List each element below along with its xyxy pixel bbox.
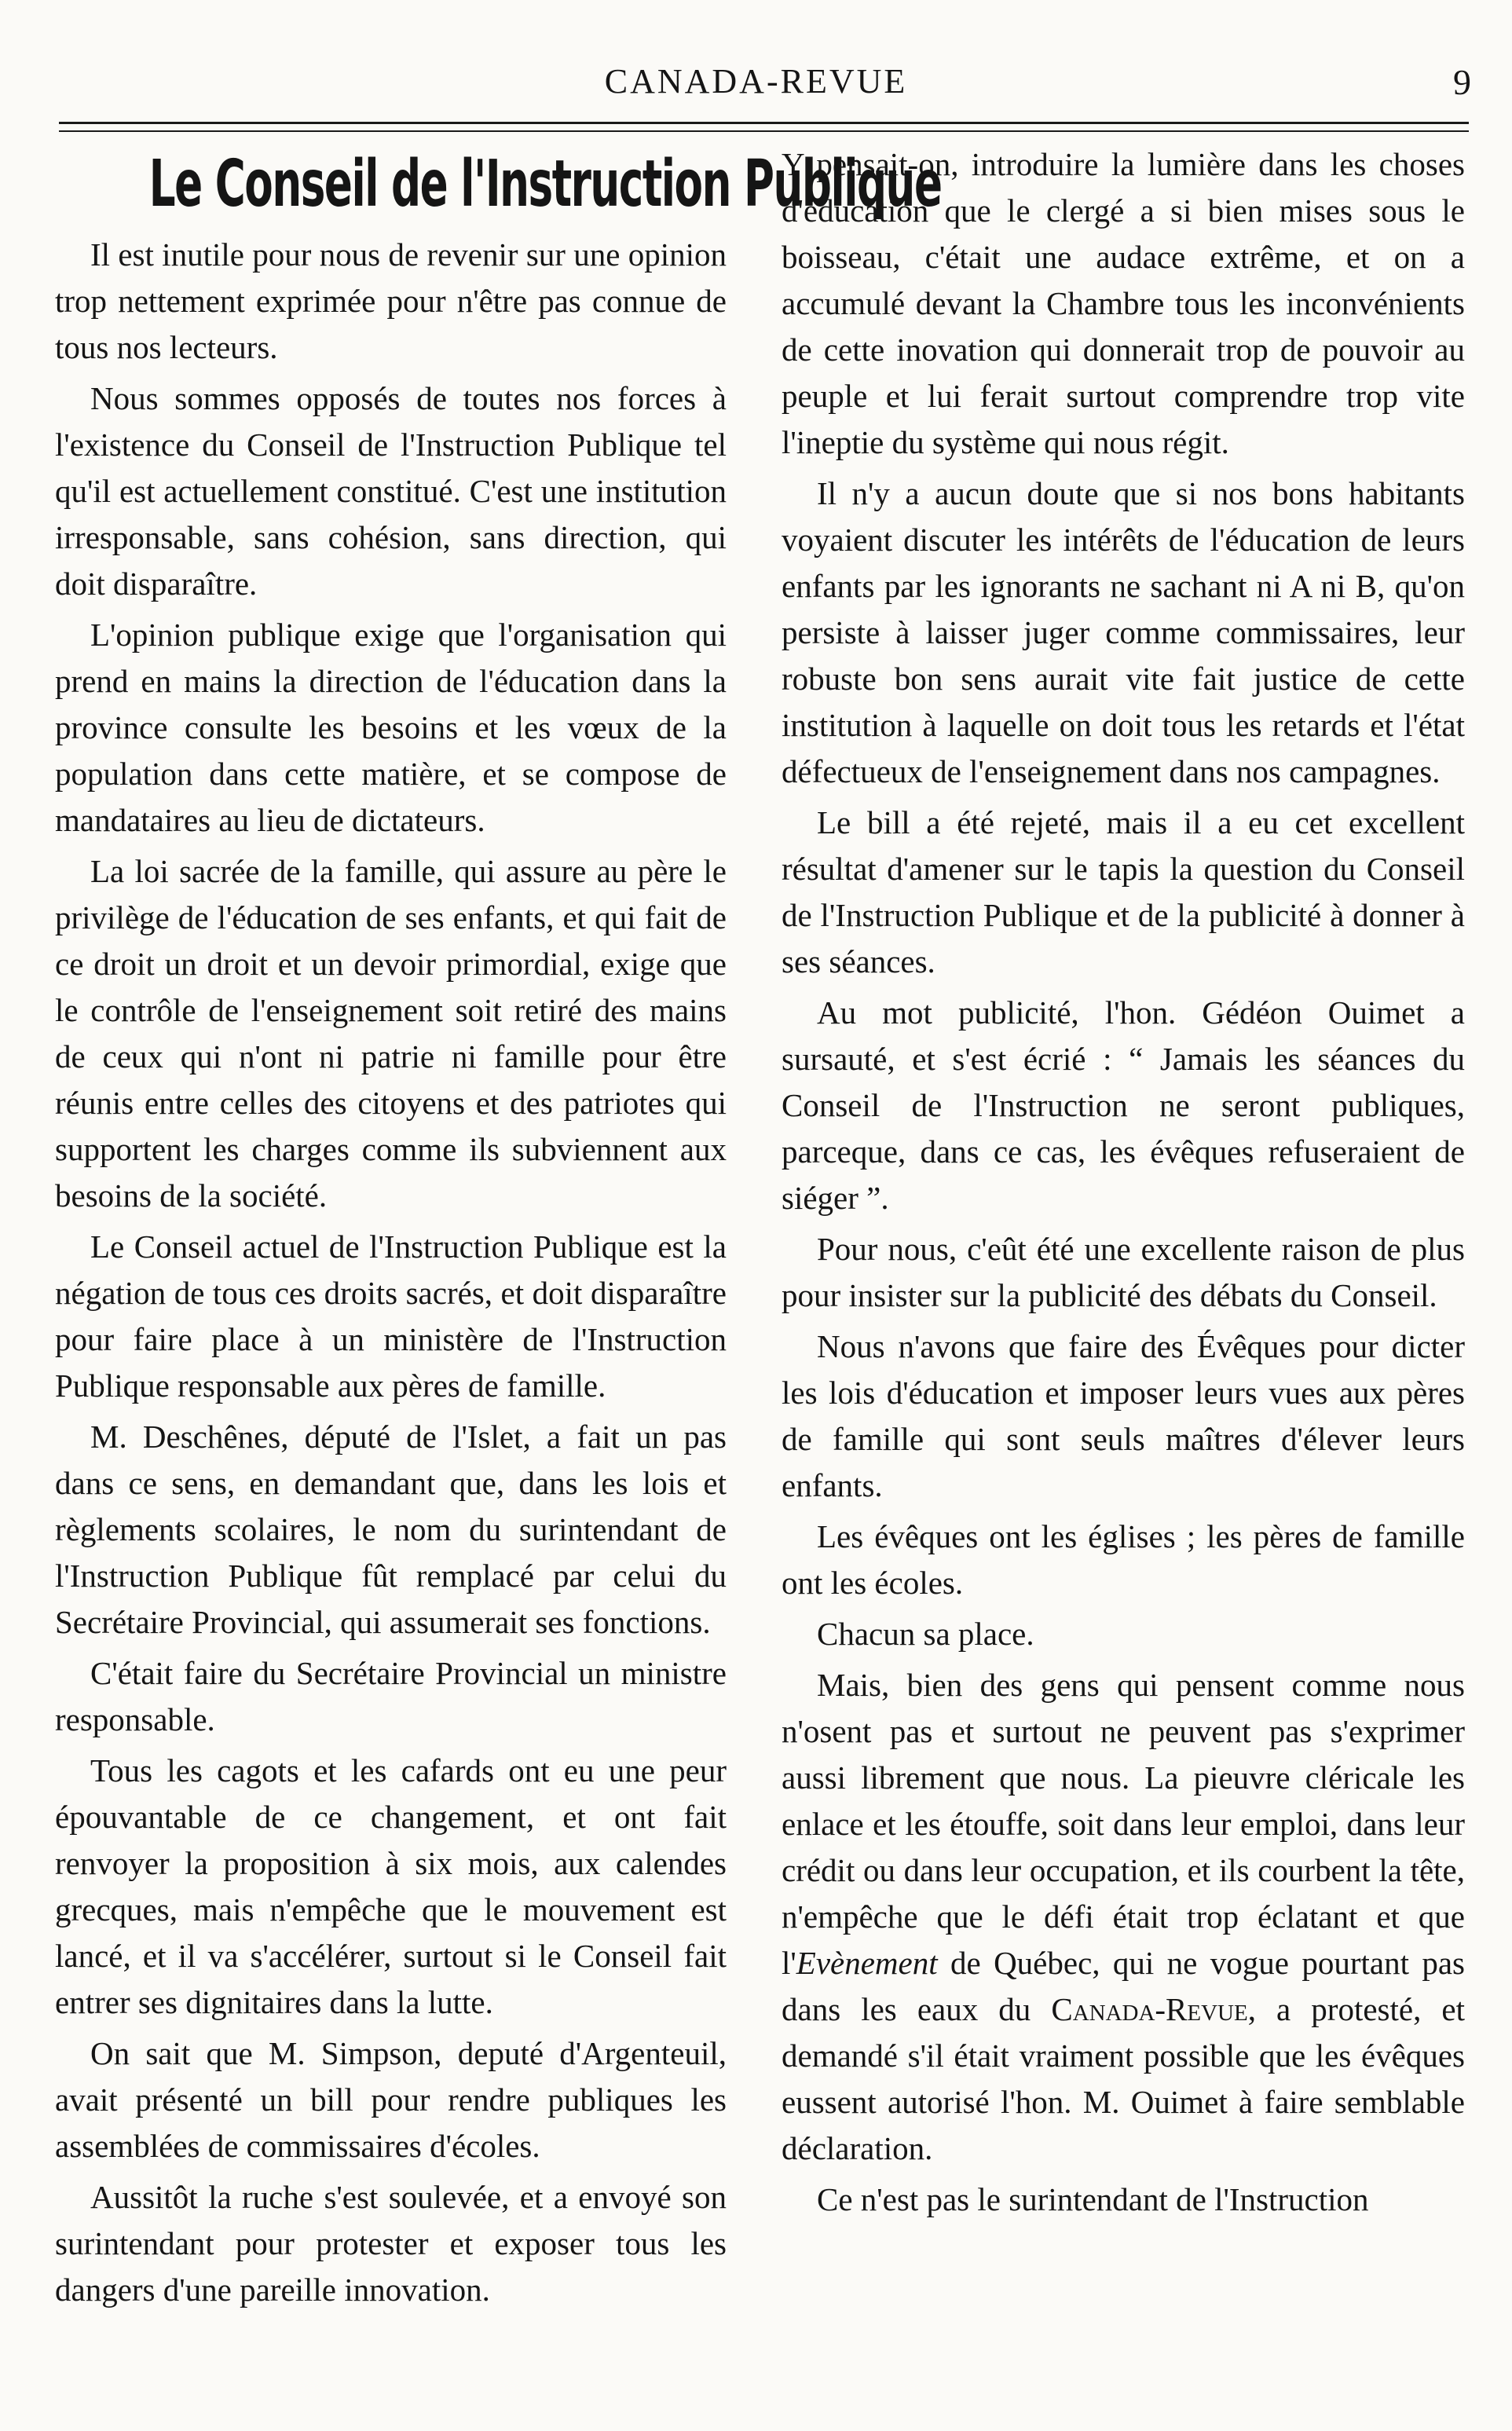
page-number: 9 (1453, 62, 1471, 102)
paragraph-text: Mais, bien des gens qui pensent comme nous n'osent pas et surtout ne peuvent pas s'exprimer aussi librement que nous. La pieuvre cléricale les enlace et les étouffe, soit dans leur emploi, dans leur crédit ou dans leur occupation, et ils courbent la tête, n'empêche que le défi était trop éclatant et que l' (782, 1667, 1465, 1981)
paragraph: Aussitôt la ruche s'est soulevée, et a envoyé son surintendant pour protester et exposer tous les dangers d'une pareille innovation. (55, 2179, 727, 2308)
paragraph: Chacun sa place. (817, 1616, 1034, 1652)
newspaper-name: Evènement (796, 1945, 938, 1981)
paragraph: Les évêques ont les églises ; les pères de famille ont les écoles. (782, 1518, 1465, 1601)
header-rule-thin (59, 130, 1469, 132)
paragraph: Il n'y a aucun doute que si nos bons habitants voyaient discuter les intérêts de l'éducation de leurs enfants par les ignorants ne sachant ni A ni B, qu'on persiste à laisser juger comme commissaires, leur robuste bon sens aurait vite fait justice de cette institution à laquelle on doit tous les retards et l'état défectueux de l'enseignement dans nos campagnes. (782, 475, 1465, 789)
paragraph: C'était faire du Secrétaire Provincial un ministre responsable. (55, 1655, 727, 1737)
paragraph: Le Conseil actuel de l'Instruction Publique est la négation de tous ces droits sacrés, et doit disparaître pour faire place à un ministère de l'Instruction Publique responsable aux pères de famille. (55, 1228, 727, 1404)
paragraph: Le bill a été rejeté, mais il a eu cet excellent résultat d'amener sur le tapis la question du Conseil de l'Instruction Publique et de la publicité à donner à ses séances. (782, 804, 1465, 979)
header-rule (59, 122, 1469, 124)
paragraph: Nous sommes opposés de toutes nos forces à l'existence du Conseil de l'Instruction Publique tel qu'il est actuellement constitué. C'est une institution irresponsable, sans cohésion, sans direction, qui doit disparaître. (55, 380, 727, 602)
right-column (782, 141, 1465, 2228)
paragraph: La loi sacrée de la famille, qui assure au père le privilège de l'éducation de ses enfants, et qui fait de ce droit un droit et un devoir primordial, exige que le contrôle de l'enseignement soit retiré des mains de ceux qui n'ont ni patrie ni famille pour être réunis entre celles des citoyens et des patriotes qui supportent les charges comme ils subviennent aux besoins de la société. (55, 853, 727, 1214)
paragraph: Pour nous, c'eût été une excellente raison de plus pour insister sur la publicité des débats du Conseil. (782, 1231, 1465, 1313)
paragraph: Tous les cagots et les cafards ont eu une peur épouvantable de ce changement, et ont fait renvoyer la proposition à six mois, aux calendes grecques, mais n'empêche que le mouvement est lancé, et il va s'accélérer, surtout si le Conseil fait entrer ses dignitaires dans la lutte. (55, 1752, 727, 2020)
paragraph (782, 1662, 1465, 2172)
paragraph: Il est inutile pour nous de revenir sur une opinion trop nettement exprimée pour n'être pas connue de tous nos lecteurs. (55, 236, 727, 365)
paragraph: Ce n'est pas le surintendant de l'Instruction (817, 2181, 1369, 2217)
paragraph-text: de Québec, qui ne vogue pourtant pas dans les eaux du (782, 1945, 1465, 2027)
paragraph: On sait que M. Simpson, deputé d'Argenteuil, avait présenté un bill pour rendre publiques les assemblées de commissaires d'écoles. (55, 2035, 727, 2164)
paragraph: Y pensait-on, introduire la lumière dans les choses d'éducation que le clergé a si bien mises sous le boisseau, c'était une audace extrême, et on a accumulé devant la Chambre tous les inconvénients de cette inovation qui donnerait trop de pouvoir au peuple et lui ferait surtout comprendre trop vite l'ineptie du système qui nous régit. (782, 146, 1465, 460)
paragraph: M. Deschênes, député de l'Islet, a fait un pas dans ce sens, en demandant que, dans les lois et règlements scolaires, le nom du surintendant de l'Instruction Publique fût remplacé par celui du Secrétaire Provincial, qui assumerait ses fonctions. (55, 1419, 727, 1640)
magazine-name: Canada-Revue (1051, 1991, 1248, 2027)
running-title: CANADA-REVUE (604, 62, 908, 101)
paragraph: Au mot publicité, l'hon. Gédéon Ouimet a sursauté, et s'est écrié : “ Jamais les séances du Conseil de l'Instruction ne seront publiques, parceque, dans ce cas, les évêques refuseraient de siéger ”. (782, 994, 1465, 1216)
paragraph-text: , a protesté, et demandé s'il était vraiment possible que les évêques eussent autorisé l'hon. M. Ouimet à faire semblable déclaration. (782, 1991, 1465, 2166)
article-title: Le Conseil de l'Instruction Publique (148, 147, 942, 221)
paragraph: Nous n'avons que faire des Évêques pour dicter les lois d'éducation et imposer leurs vues aux pères de famille qui sont seuls maîtres d'élever leurs enfants. (782, 1328, 1465, 1503)
paragraph: L'opinion publique exige que l'organisation qui prend en mains la direction de l'éducation dans la province consulte les besoins et les vœux de la population dans cette matière, et se compose de mandataires au lieu de dictateurs. (55, 617, 727, 838)
